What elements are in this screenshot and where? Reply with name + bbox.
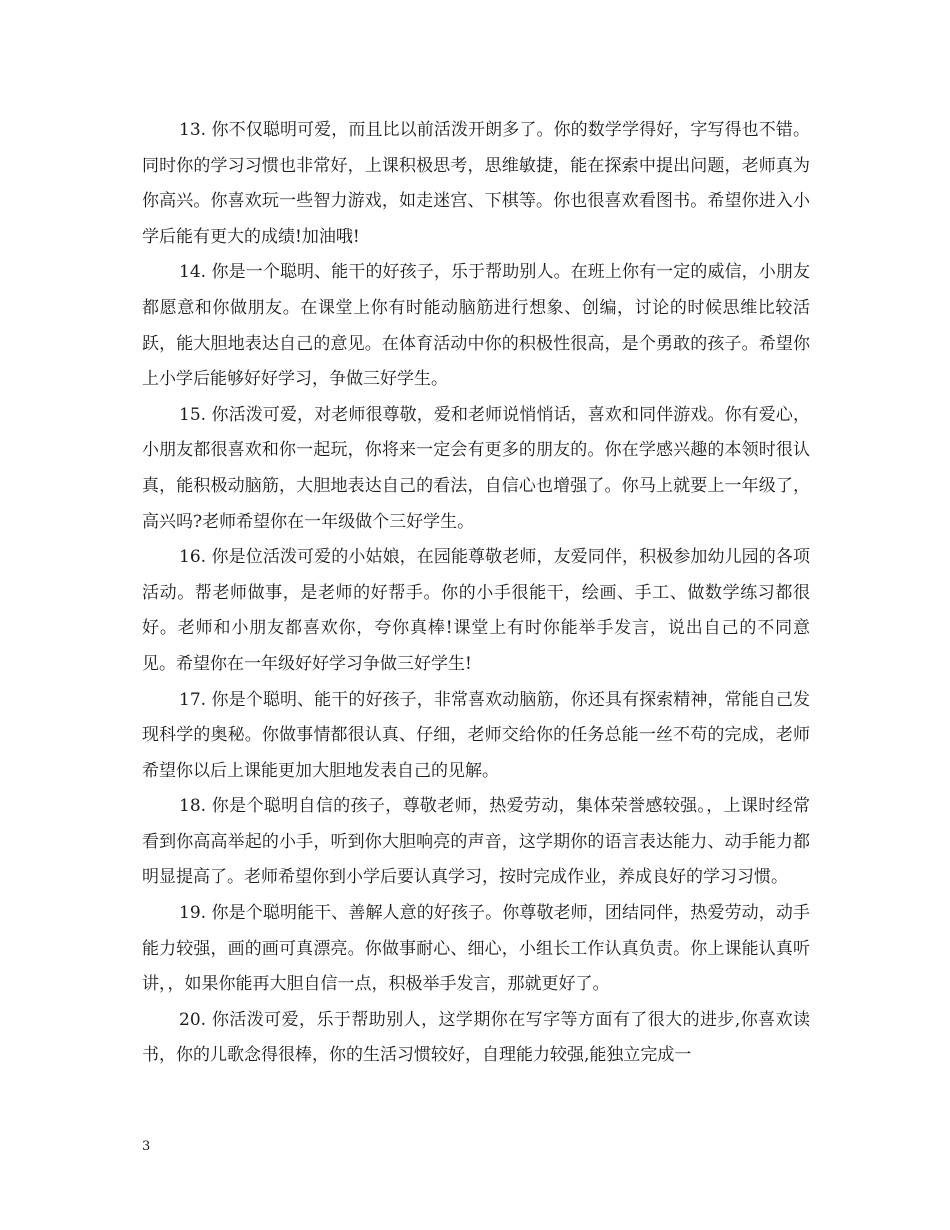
document-body <box>142 113 810 1074</box>
comment-paragraph-18: 18. 你是个聪明自信的孩子，尊敬老师，热爱劳动，集体荣誉感较强。，上课时经常看到你高高举起的小手，听到你大胆响亮的声音，这学期你的语言表达能力、动手能力都明显提高了。老师希望你到小学后要认真学习，按时完成作业，养成良好的学习习惯。 <box>142 796 810 888</box>
comment-paragraph-19: 19. 你是个聪明能干、善解人意的好孩子。你尊敬老师，团结同伴，热爱劳动，动手能力较强，画的画可真漂亮。你做事耐心、细心，小组长工作认真负责。你上课能认真听讲，，如果你能再大胆自信一点，积极举手发言，那就更好了。 <box>142 903 810 995</box>
comment-paragraph-13: 13. 你不仅聪明可爱，而且比以前活泼开朗多了。你的数学学得好，字写得也不错。同时你的学习习惯也非常好，上课积极思考，思维敏捷，能在探索中提出问题，老师真为你高兴。你喜欢玩一些智力游戏，如走迷宫、下棋等。你也很喜欢看图书。希望你进入小学后能有更大的成绩!加油哦! <box>142 120 810 247</box>
page-number: 3 <box>142 1139 151 1154</box>
comment-paragraph-17: 17. 你是个聪明、能干的好孩子，非常喜欢动脑筋，你还具有探索精神，常能自己发现科学的奥秘。你做事情都很认真、仔细，老师交给你的任务总能一丝不苟的完成，老师希望你以后上课能更加大胆地发表自己的见解。 <box>142 689 810 781</box>
comment-paragraph-20: 20. 你活泼可爱，乐于帮助别人，这学期你在写字等方面有了很大的进步,你喜欢读书，你的儿歌念得很棒，你的生活习惯较好，自理能力较强,能独立完成一 <box>142 1009 810 1066</box>
comment-paragraph-16: 16. 你是位活泼可爱的小姑娘，在园能尊敬老师，友爱同伴，积极参加幼儿园的各项活动。帮老师做事，是老师的好帮手。你的小手很能干，绘画、手工、做数学练习都很好。老师和小朋友都喜欢你，夸你真棒!课堂上有时你能举手发言，说出自己的不同意见。希望你在一年级好好学习争做三好学生! <box>142 547 810 674</box>
comment-paragraph-14: 14. 你是一个聪明、能干的好孩子，乐于帮助别人。在班上你有一定的威信，小朋友都愿意和你做朋友。在课堂上你有时能动脑筋进行想象、创编，讨论的时候思维比较活跃，能大胆地表达自己的意见。在体育活动中你的积极性很高，是个勇敢的孩子。希望你上小学后能够好好学习，争做三好学生。 <box>142 262 810 390</box>
comment-paragraph-15: 15. 你活泼可爱，对老师很尊敬，爱和老师说悄悄话，喜欢和同伴游戏。你有爱心，小朋友都很喜欢和你一起玩，你将来一定会有更多的朋友的。你在学感兴趣的本领时很认真，能积极动脑筋，大胆地表达自己的看法，自信心也增强了。你马上就要上一年级了，高兴吗?老师希望你在一年级做个三好学生。 <box>142 404 810 532</box>
